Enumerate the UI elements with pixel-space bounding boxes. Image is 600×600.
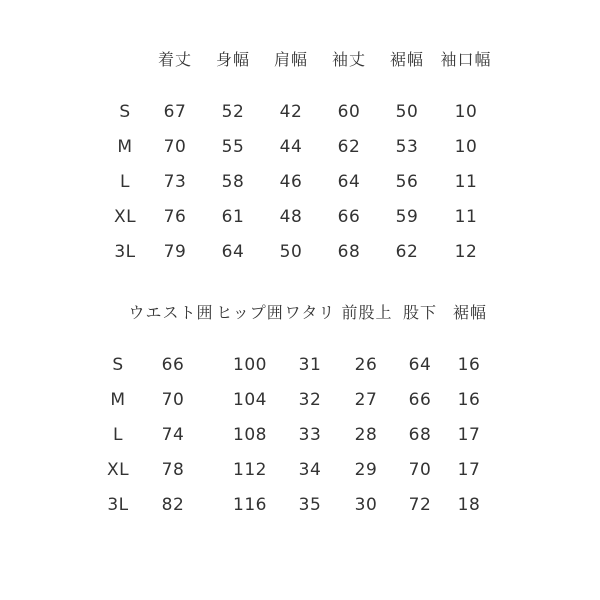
table-cell: 35 xyxy=(298,495,322,515)
table-cell: 55 xyxy=(221,137,245,157)
table-cell: 60 xyxy=(337,102,361,122)
table-cell: 64 xyxy=(221,242,245,262)
bottoms-header-thigh: ワタリ xyxy=(284,303,336,322)
size-label: XL xyxy=(106,460,130,480)
table-cell: 27 xyxy=(354,390,378,410)
table-cell: 59 xyxy=(395,207,419,227)
table-cell: 11 xyxy=(454,207,478,227)
table-cell: 116 xyxy=(233,495,267,515)
table-cell: 112 xyxy=(233,460,267,480)
table-cell: 50 xyxy=(279,242,303,262)
tops-header-body-width: 身幅 xyxy=(215,50,251,69)
table-cell: 64 xyxy=(408,355,432,375)
table-cell: 74 xyxy=(161,425,185,445)
table-cell: 108 xyxy=(233,425,267,445)
table-cell: 66 xyxy=(408,390,432,410)
size-label: M xyxy=(110,390,126,410)
table-cell: 62 xyxy=(337,137,361,157)
table-cell: 70 xyxy=(163,137,187,157)
size-label: L xyxy=(120,172,130,192)
table-cell: 64 xyxy=(337,172,361,192)
table-cell: 82 xyxy=(161,495,185,515)
table-cell: 104 xyxy=(233,390,267,410)
size-label: 3L xyxy=(107,495,129,515)
table-cell: 17 xyxy=(457,460,481,480)
table-cell: 68 xyxy=(408,425,432,445)
bottoms-header-hem-width: 裾幅 xyxy=(452,303,488,322)
table-cell: 29 xyxy=(354,460,378,480)
table-cell: 10 xyxy=(454,102,478,122)
table-cell: 70 xyxy=(161,390,185,410)
size-label: 3L xyxy=(114,242,136,262)
table-cell: 50 xyxy=(395,102,419,122)
table-cell: 33 xyxy=(298,425,322,445)
table-cell: 56 xyxy=(395,172,419,192)
table-cell: 72 xyxy=(408,495,432,515)
table-cell: 28 xyxy=(354,425,378,445)
size-label: S xyxy=(112,355,124,375)
table-cell: 12 xyxy=(454,242,478,262)
table-cell: 32 xyxy=(298,390,322,410)
table-cell: 31 xyxy=(298,355,322,375)
table-cell: 10 xyxy=(454,137,478,157)
table-cell: 61 xyxy=(221,207,245,227)
size-label: XL xyxy=(113,207,137,227)
table-cell: 58 xyxy=(221,172,245,192)
table-cell: 62 xyxy=(395,242,419,262)
bottoms-header-inseam: 股下 xyxy=(402,303,438,322)
table-cell: 67 xyxy=(163,102,187,122)
table-cell: 44 xyxy=(279,137,303,157)
table-cell: 16 xyxy=(457,390,481,410)
table-cell: 66 xyxy=(161,355,185,375)
table-cell: 30 xyxy=(354,495,378,515)
table-cell: 76 xyxy=(163,207,187,227)
table-cell: 66 xyxy=(337,207,361,227)
table-cell: 26 xyxy=(354,355,378,375)
table-cell: 46 xyxy=(279,172,303,192)
table-cell: 52 xyxy=(221,102,245,122)
tops-header-length: 着丈 xyxy=(157,50,193,69)
size-label: L xyxy=(113,425,123,445)
table-cell: 100 xyxy=(233,355,267,375)
table-cell: 48 xyxy=(279,207,303,227)
table-cell: 78 xyxy=(161,460,185,480)
table-cell: 53 xyxy=(395,137,419,157)
tops-header-cuff-width: 袖口幅 xyxy=(440,50,492,69)
bottoms-header-hip: ヒップ囲 xyxy=(216,303,284,322)
table-cell: 68 xyxy=(337,242,361,262)
table-cell: 17 xyxy=(457,425,481,445)
tops-header-hem-width: 裾幅 xyxy=(389,50,425,69)
table-cell: 34 xyxy=(298,460,322,480)
table-cell: 16 xyxy=(457,355,481,375)
tops-header-shoulder-width: 肩幅 xyxy=(273,50,309,69)
tops-header-sleeve-length: 袖丈 xyxy=(331,50,367,69)
table-cell: 70 xyxy=(408,460,432,480)
bottoms-header-waist: ウエスト囲 xyxy=(128,303,214,322)
size-label: M xyxy=(117,137,133,157)
table-cell: 18 xyxy=(457,495,481,515)
table-cell: 73 xyxy=(163,172,187,192)
table-cell: 42 xyxy=(279,102,303,122)
bottoms-header-front-rise: 前股上 xyxy=(341,303,393,322)
table-cell: 11 xyxy=(454,172,478,192)
table-cell: 79 xyxy=(163,242,187,262)
size-label: S xyxy=(119,102,131,122)
